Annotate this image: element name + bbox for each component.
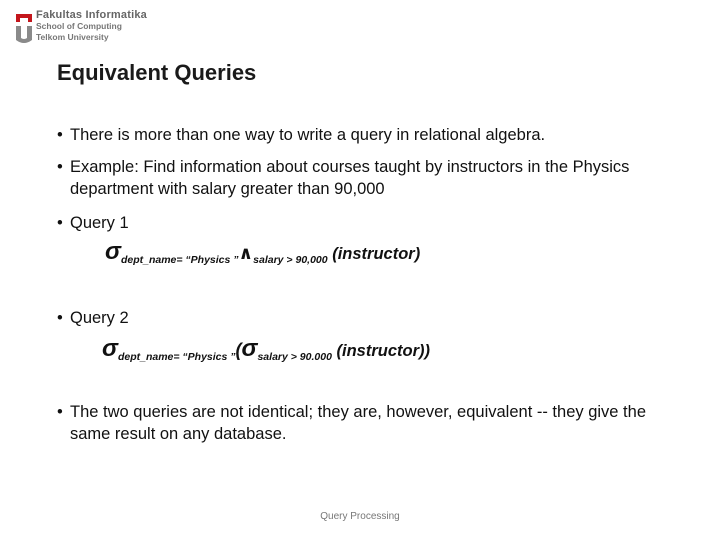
bullet-icon: •	[57, 158, 63, 176]
bullet-text: Query 1	[70, 214, 129, 232]
bullet-item	[57, 156, 677, 200]
selection-condition: dept_name= “Physics ”	[120, 254, 239, 266]
bullet-icon: •	[57, 309, 63, 327]
selection-condition: salary > 90.000	[257, 351, 332, 363]
bullet-item	[57, 212, 357, 234]
open-paren: (	[235, 340, 242, 360]
university-logo-icon	[14, 12, 34, 46]
bullet-text: Example: Find information about courses taught by instructors in the Physics department with salary greater than 90,000	[70, 158, 630, 198]
bullet-text: The two queries are not identical; they are, however, equivalent -- they give the same result on any database.	[70, 403, 646, 443]
bullet-item	[57, 124, 677, 146]
selection-condition: salary > 90,000	[253, 254, 328, 266]
bullet-item	[57, 401, 677, 445]
slide-title: Equivalent Queries	[57, 60, 257, 85]
bullet-text: Query 2	[70, 309, 129, 327]
and-symbol: ∧	[238, 243, 254, 263]
logo-faculty-name: Fakultas Informatika	[36, 9, 147, 21]
faculty-logo	[14, 10, 154, 52]
logo-university-name: Telkom University	[36, 32, 109, 42]
relation-name: (instructor))	[336, 342, 431, 360]
bullet-item	[57, 307, 357, 329]
query1-expression	[105, 238, 420, 266]
bullet-icon: •	[57, 214, 63, 232]
sigma-symbol: σ	[105, 238, 121, 265]
bullet-icon: •	[57, 126, 63, 144]
inner-sigma-symbol: σ	[241, 335, 258, 362]
logo-text	[36, 10, 147, 43]
relation-name: (instructor)	[332, 245, 421, 263]
bullet-icon: •	[57, 403, 63, 421]
bullet-text: There is more than one way to write a query in relational algebra.	[70, 126, 546, 144]
selection-condition: dept_name= “Physics ”	[117, 351, 236, 363]
query2-expression	[102, 335, 430, 363]
logo-school-name: School of Computing	[36, 21, 122, 31]
slide-footer: Query Processing	[320, 511, 400, 522]
sigma-symbol: σ	[102, 335, 118, 362]
